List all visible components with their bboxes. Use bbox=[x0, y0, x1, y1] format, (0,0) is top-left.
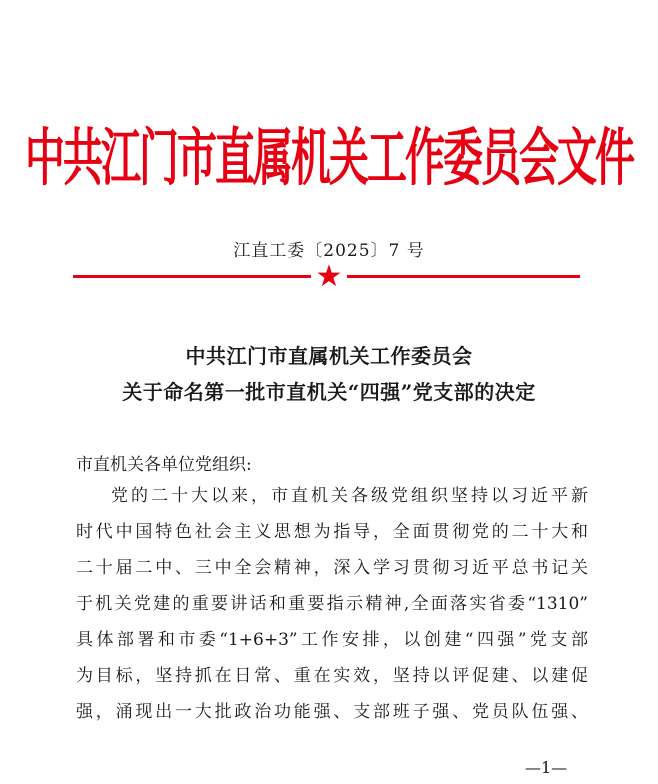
document-number: 江直工委〔2025〕7 号 bbox=[233, 241, 425, 261]
body-line: 于机关党建的重要讲话和重要指示精神,全面落实省委“1310” bbox=[76, 594, 588, 614]
body-line: 二十届二中、三中全会精神，深入学习贯彻习近平总书记关 bbox=[76, 558, 588, 578]
salutation: 市直机关各单位党组织: bbox=[76, 455, 252, 475]
page-number: —1— bbox=[525, 758, 568, 777]
red-star-icon: ★ bbox=[315, 259, 343, 294]
divider-right bbox=[347, 275, 580, 278]
document-title-line-1: 中共江门市直属机关工作委员会 bbox=[185, 344, 473, 368]
body-line: 为目标，坚持抓在日常、重在实效，坚持以评促建、以建促 bbox=[76, 666, 588, 686]
body-line: 党的二十大以来，市直机关各级党组织坚持以习近平新 bbox=[111, 486, 588, 506]
divider-left bbox=[73, 275, 311, 278]
document-title-line-2: 关于命名第一批市直机关“四强”党支部的决定 bbox=[122, 380, 536, 404]
document-masthead: 中共江门市直属机关工作委员会文件 bbox=[25, 121, 633, 195]
body-line: 时代中国特色社会主义思想为指导，全面贯彻党的二十大和 bbox=[76, 522, 588, 542]
body-line: 具体部署和市委“1+6+3”工作安排，以创建“四强”党支部 bbox=[76, 630, 588, 650]
body-line: 强，涌现出一大批政治功能强、支部班子强、党员队伍强、 bbox=[76, 702, 588, 722]
